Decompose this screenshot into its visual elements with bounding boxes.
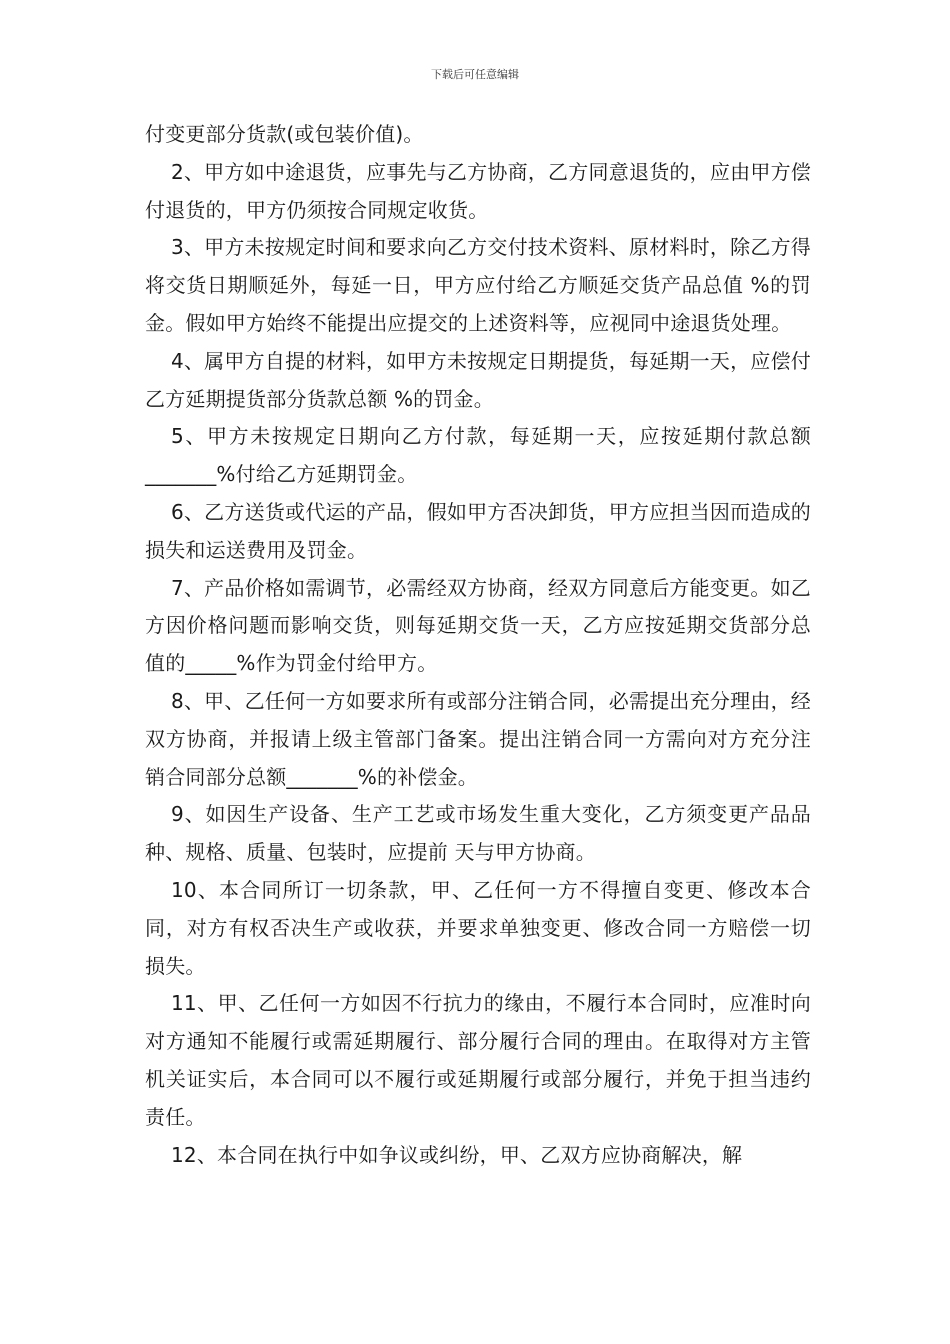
- paragraph-7: 7、产品价格如需调节，必需经双方协商，经双方同意后方能变更。如乙方因价格问题而影响交货，则每延期交货一天，乙方应按延期交货部分总值的_____%作为罚金付给甲方。: [145, 575, 811, 676]
- paragraph-2: 2、甲方如中途退货，应事先与乙方协商，乙方同意退货的，应由甲方偿付退货的，甲方仍须按合同规定收货。: [145, 159, 811, 222]
- paragraph-1: 付变更部分货款(或包装价值)。: [145, 122, 424, 146]
- page-header: 下载后可任意编辑: [431, 68, 519, 81]
- paragraph-4: 4、属甲方自提的材料，如甲方未按规定日期提货，每延期一天，应偿付乙方延期提货部分货款总额 %的罚金。: [145, 348, 811, 411]
- paragraph-3: 3、甲方未按规定时间和要求向乙方交付技术资料、原材料时，除乙方得将交货日期顺延外，每延一日，甲方应付给乙方顺延交货产品总值 %的罚金。假如甲方始终不能提出应提交的上述资料等，应视同中途退货处理。: [145, 235, 811, 335]
- paragraph-12: 12、本合同在执行中如争议或纠纷，甲、乙双方应协商解决，解: [171, 1142, 743, 1167]
- paragraph-11: 11、甲、乙任何一方如因不行抗力的缘由，不履行本合同时，应准时向对方通知不能履行或需延期履行、部分履行合同的理由。在取得对方主管机关证实后，本合同可以不履行或延期履行或部分履行，并免于担当违约责任。: [145, 991, 811, 1129]
- paragraph-10: 10、本合同所订一切条款，甲、乙任何一方不得擅自变更、修改本合同，对方有权否决生产或收获，并要求单独变更、修改合同一方赔偿一切损失。: [145, 877, 811, 978]
- document-body: [145, 116, 811, 1174]
- paragraph-8: 8、甲、乙任何一方如要求所有或部分注销合同，必需提出充分理由，经双方协商，并报请上级主管部门备案。提出注销合同一方需向对方充分注销合同部分总额_______%的补偿金。: [145, 688, 811, 789]
- paragraph-9: 9、如因生产设备、生产工艺或市场发生重大变化，乙方须变更产品品种、规格、质量、包装时，应提前 天与甲方协商。: [145, 802, 811, 865]
- paragraph-6: 6、乙方送货或代运的产品，假如甲方否决卸货，甲方应担当因而造成的损失和运送费用及罚金。: [145, 499, 811, 562]
- paragraph-5: 5、甲方未按规定日期向乙方付款，每延期一天，应按延期付款总额_______%付给乙方延期罚金。: [145, 424, 811, 487]
